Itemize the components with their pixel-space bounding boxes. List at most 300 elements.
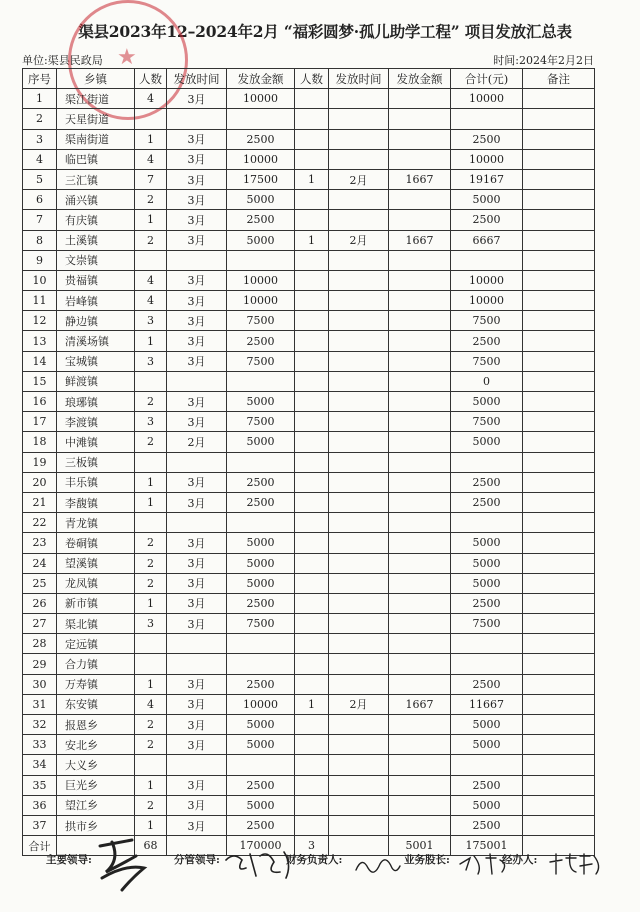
cell-township: 三板镇 — [57, 452, 135, 472]
cell-total: 5000 — [451, 533, 523, 553]
cell-count — [135, 634, 167, 654]
cell-township: 望江乡 — [57, 795, 135, 815]
cell-amount: 5000 — [227, 432, 295, 452]
cell-amount-2: 1667 — [389, 230, 451, 250]
cell-count: 2 — [135, 795, 167, 815]
cell-index: 13 — [23, 331, 57, 351]
cell-count-2: 1 — [295, 230, 329, 250]
cell-township: 清溪场镇 — [57, 331, 135, 351]
cell-count: 2 — [135, 735, 167, 755]
cell-time-2 — [329, 553, 389, 573]
total-cell-count-2: 3 — [295, 836, 329, 856]
cell-count-2 — [295, 654, 329, 674]
table-row — [23, 492, 595, 512]
cell-count: 2 — [135, 432, 167, 452]
cell-time-2 — [329, 412, 389, 432]
cell-total — [451, 654, 523, 674]
footer-handler-label: 经办人: — [502, 854, 538, 866]
cell-count: 1 — [135, 472, 167, 492]
table-row — [23, 634, 595, 654]
cell-amount: 5000 — [227, 553, 295, 573]
cell-time-2: 2月 — [329, 230, 389, 250]
cell-amount: 2500 — [227, 593, 295, 613]
cell-amount-2 — [389, 795, 451, 815]
cell-total: 2500 — [451, 472, 523, 492]
cell-count-2: 1 — [295, 169, 329, 189]
cell-township: 卷硐镇 — [57, 533, 135, 553]
cell-count-2: 1 — [295, 694, 329, 714]
cell-index: 27 — [23, 614, 57, 634]
cell-amount-2 — [389, 392, 451, 412]
cell-township: 东安镇 — [57, 694, 135, 714]
cell-township: 中滩镇 — [57, 432, 135, 452]
cell-township: 安北乡 — [57, 735, 135, 755]
total-cell-amount: 170000 — [227, 836, 295, 856]
cell-township: 琅琊镇 — [57, 392, 135, 412]
cell-township: 岩峰镇 — [57, 291, 135, 311]
cell-remark — [523, 250, 595, 270]
cell-remark — [523, 795, 595, 815]
cell-total: 11667 — [451, 694, 523, 714]
cell-amount-2 — [389, 614, 451, 634]
cell-time-2 — [329, 331, 389, 351]
cell-amount: 2500 — [227, 492, 295, 512]
cell-count-2 — [295, 432, 329, 452]
cell-time: 3月 — [167, 775, 227, 795]
cell-time — [167, 654, 227, 674]
cell-amount: 5000 — [227, 392, 295, 412]
cell-index: 35 — [23, 775, 57, 795]
cell-amount: 2500 — [227, 775, 295, 795]
cell-time — [167, 634, 227, 654]
cell-count — [135, 452, 167, 472]
cell-amount-2 — [389, 412, 451, 432]
cell-amount: 7500 — [227, 614, 295, 634]
cell-township: 李馥镇 — [57, 492, 135, 512]
cell-time-2 — [329, 815, 389, 835]
table-body — [23, 89, 595, 856]
cell-total: 5000 — [451, 432, 523, 452]
cell-time: 3月 — [167, 311, 227, 331]
cell-count-2 — [295, 533, 329, 553]
table-row — [23, 735, 595, 755]
table-row — [23, 715, 595, 735]
cell-remark — [523, 351, 595, 371]
cell-remark — [523, 573, 595, 593]
cell-amount-2 — [389, 715, 451, 735]
cell-time — [167, 513, 227, 533]
cell-time-2 — [329, 755, 389, 775]
cell-count-2 — [295, 291, 329, 311]
cell-count-2 — [295, 614, 329, 634]
cell-index: 1 — [23, 89, 57, 109]
cell-index: 16 — [23, 392, 57, 412]
cell-remark — [523, 815, 595, 835]
cell-time: 3月 — [167, 553, 227, 573]
cell-amount-2 — [389, 432, 451, 452]
signature-leader-icon — [92, 834, 162, 894]
table-row — [23, 331, 595, 351]
cell-remark — [523, 755, 595, 775]
cell-amount — [227, 109, 295, 129]
cell-index: 11 — [23, 291, 57, 311]
cell-index: 36 — [23, 795, 57, 815]
cell-amount-2 — [389, 755, 451, 775]
cell-time: 3月 — [167, 492, 227, 512]
table-row — [23, 815, 595, 835]
table-row — [23, 795, 595, 815]
cell-total: 5000 — [451, 715, 523, 735]
cell-time: 3月 — [167, 412, 227, 432]
cell-index: 26 — [23, 593, 57, 613]
table-row — [23, 270, 595, 290]
cell-time-2 — [329, 149, 389, 169]
cell-time — [167, 250, 227, 270]
cell-time-2 — [329, 472, 389, 492]
cell-index: 17 — [23, 412, 57, 432]
cell-count-2 — [295, 513, 329, 533]
cell-total — [451, 513, 523, 533]
table-row — [23, 250, 595, 270]
cell-index: 29 — [23, 654, 57, 674]
cell-total: 0 — [451, 371, 523, 391]
cell-count-2 — [295, 270, 329, 290]
cell-amount-2 — [389, 513, 451, 533]
cell-amount: 7500 — [227, 311, 295, 331]
cell-township: 巨光乡 — [57, 775, 135, 795]
cell-remark — [523, 654, 595, 674]
cell-amount-2 — [389, 129, 451, 149]
cell-amount: 17500 — [227, 169, 295, 189]
cell-time: 3月 — [167, 573, 227, 593]
cell-time-2 — [329, 573, 389, 593]
table-row — [23, 694, 595, 714]
cell-township: 有庆镇 — [57, 210, 135, 230]
cell-time: 3月 — [167, 129, 227, 149]
column-header: 发放金额 — [389, 69, 451, 89]
table-row — [23, 230, 595, 250]
cell-count-2 — [295, 331, 329, 351]
cell-index: 18 — [23, 432, 57, 452]
signature-in-charge-icon — [222, 846, 302, 886]
summary-table — [22, 68, 595, 856]
cell-time-2 — [329, 351, 389, 371]
cell-index: 3 — [23, 129, 57, 149]
cell-count: 2 — [135, 190, 167, 210]
cell-remark — [523, 634, 595, 654]
cell-amount — [227, 513, 295, 533]
table-row — [23, 190, 595, 210]
cell-index: 14 — [23, 351, 57, 371]
cell-time: 3月 — [167, 351, 227, 371]
cell-amount-2 — [389, 109, 451, 129]
cell-township: 万寿镇 — [57, 674, 135, 694]
cell-amount-2 — [389, 452, 451, 472]
cell-count: 4 — [135, 270, 167, 290]
cell-time: 3月 — [167, 795, 227, 815]
cell-total: 19167 — [451, 169, 523, 189]
table-row — [23, 371, 595, 391]
cell-township: 渠南街道 — [57, 129, 135, 149]
cell-total: 2500 — [451, 331, 523, 351]
cell-amount — [227, 634, 295, 654]
cell-time: 3月 — [167, 331, 227, 351]
cell-time — [167, 371, 227, 391]
cell-index: 21 — [23, 492, 57, 512]
cell-total — [451, 755, 523, 775]
cell-township: 李渡镇 — [57, 412, 135, 432]
cell-time-2 — [329, 89, 389, 109]
time-label: 时间:2024年2月2日 — [493, 54, 594, 67]
cell-time-2 — [329, 634, 389, 654]
cell-total: 2500 — [451, 674, 523, 694]
cell-time: 3月 — [167, 270, 227, 290]
cell-count: 1 — [135, 815, 167, 835]
cell-amount: 2500 — [227, 129, 295, 149]
cell-time: 3月 — [167, 815, 227, 835]
column-header: 人数 — [135, 69, 167, 89]
cell-remark — [523, 89, 595, 109]
cell-count-2 — [295, 392, 329, 412]
cell-remark — [523, 553, 595, 573]
cell-remark — [523, 674, 595, 694]
cell-amount-2 — [389, 492, 451, 512]
cell-index: 4 — [23, 149, 57, 169]
cell-count-2 — [295, 795, 329, 815]
cell-amount — [227, 452, 295, 472]
cell-count: 1 — [135, 674, 167, 694]
cell-index: 2 — [23, 109, 57, 129]
table-row — [23, 432, 595, 452]
cell-time-2 — [329, 129, 389, 149]
cell-remark — [523, 472, 595, 492]
table-row — [23, 129, 595, 149]
cell-remark — [523, 149, 595, 169]
cell-count-2 — [295, 755, 329, 775]
cell-count-2 — [295, 573, 329, 593]
total-cell-count: 68 — [135, 836, 167, 856]
table-row — [23, 412, 595, 432]
column-header: 备注 — [523, 69, 595, 89]
cell-amount-2: 1667 — [389, 694, 451, 714]
cell-count — [135, 250, 167, 270]
cell-count-2 — [295, 715, 329, 735]
cell-township: 涌兴镇 — [57, 190, 135, 210]
cell-count-2 — [295, 190, 329, 210]
cell-township: 临巴镇 — [57, 149, 135, 169]
cell-time: 3月 — [167, 169, 227, 189]
cell-count — [135, 513, 167, 533]
cell-remark — [523, 715, 595, 735]
cell-remark — [523, 129, 595, 149]
cell-time-2 — [329, 371, 389, 391]
cell-count-2 — [295, 553, 329, 573]
cell-time — [167, 109, 227, 129]
cell-index: 19 — [23, 452, 57, 472]
cell-remark — [523, 614, 595, 634]
cell-count: 4 — [135, 291, 167, 311]
column-header: 序号 — [23, 69, 57, 89]
cell-amount-2 — [389, 735, 451, 755]
cell-total: 7500 — [451, 351, 523, 371]
footer-leader-label: 主要领导: — [46, 854, 92, 866]
cell-amount: 10000 — [227, 270, 295, 290]
cell-count-2 — [295, 412, 329, 432]
table-row — [23, 311, 595, 331]
cell-amount-2 — [389, 815, 451, 835]
cell-time: 3月 — [167, 533, 227, 553]
table-row — [23, 291, 595, 311]
cell-time: 2月 — [167, 432, 227, 452]
cell-index: 9 — [23, 250, 57, 270]
cell-township: 丰乐镇 — [57, 472, 135, 492]
cell-count: 2 — [135, 230, 167, 250]
cell-count-2 — [295, 311, 329, 331]
cell-amount: 5000 — [227, 533, 295, 553]
cell-count-2 — [295, 250, 329, 270]
cell-time-2 — [329, 250, 389, 270]
page-title: 渠县2023年12–2024年2月 “福彩圆梦·孤儿助学工程” 项目发放汇总表 — [78, 22, 572, 41]
cell-count: 2 — [135, 392, 167, 412]
cell-amount-2 — [389, 533, 451, 553]
cell-township: 静边镇 — [57, 311, 135, 331]
cell-count-2 — [295, 89, 329, 109]
unit-label: 单位:渠县民政局 — [22, 54, 103, 67]
cell-time — [167, 452, 227, 472]
cell-index: 5 — [23, 169, 57, 189]
cell-amount-2 — [389, 190, 451, 210]
cell-remark — [523, 432, 595, 452]
table-row — [23, 149, 595, 169]
footer-in-charge-label: 分管领导: — [174, 854, 220, 866]
cell-count-2 — [295, 674, 329, 694]
cell-count: 3 — [135, 412, 167, 432]
cell-amount-2 — [389, 311, 451, 331]
signature-section-chief-icon — [456, 850, 510, 878]
cell-index: 8 — [23, 230, 57, 250]
cell-time-2 — [329, 795, 389, 815]
cell-amount-2 — [389, 89, 451, 109]
cell-count — [135, 755, 167, 775]
cell-total: 10000 — [451, 149, 523, 169]
table-row — [23, 513, 595, 533]
cell-remark — [523, 513, 595, 533]
cell-time-2 — [329, 432, 389, 452]
cell-count: 1 — [135, 492, 167, 512]
cell-remark — [523, 412, 595, 432]
cell-count-2 — [295, 371, 329, 391]
cell-total: 2500 — [451, 815, 523, 835]
cell-time: 3月 — [167, 291, 227, 311]
cell-time-2 — [329, 109, 389, 129]
cell-time: 3月 — [167, 715, 227, 735]
cell-total: 6667 — [451, 230, 523, 250]
cell-total: 2500 — [451, 129, 523, 149]
footer-section-chief-label: 业务股长: — [404, 854, 450, 866]
cell-amount — [227, 755, 295, 775]
cell-time: 3月 — [167, 149, 227, 169]
cell-remark — [523, 270, 595, 290]
cell-count — [135, 371, 167, 391]
cell-index: 37 — [23, 815, 57, 835]
cell-total: 2500 — [451, 492, 523, 512]
cell-count-2 — [295, 815, 329, 835]
cell-amount: 5000 — [227, 795, 295, 815]
cell-count-2 — [295, 149, 329, 169]
table-row — [23, 775, 595, 795]
cell-total: 7500 — [451, 311, 523, 331]
cell-total: 5000 — [451, 735, 523, 755]
cell-township: 拱市乡 — [57, 815, 135, 835]
cell-remark — [523, 311, 595, 331]
cell-time-2: 2月 — [329, 169, 389, 189]
cell-total — [451, 634, 523, 654]
cell-remark — [523, 593, 595, 613]
cell-township: 三汇镇 — [57, 169, 135, 189]
cell-total: 5000 — [451, 190, 523, 210]
cell-time-2 — [329, 392, 389, 412]
cell-amount: 2500 — [227, 331, 295, 351]
cell-remark — [523, 492, 595, 512]
cell-township: 报恩乡 — [57, 715, 135, 735]
cell-remark — [523, 169, 595, 189]
table-row — [23, 614, 595, 634]
cell-time-2 — [329, 210, 389, 230]
cell-amount: 5000 — [227, 735, 295, 755]
cell-remark — [523, 109, 595, 129]
cell-time: 3月 — [167, 614, 227, 634]
cell-count: 1 — [135, 210, 167, 230]
cell-total: 5000 — [451, 392, 523, 412]
cell-time: 3月 — [167, 593, 227, 613]
cell-amount-2 — [389, 634, 451, 654]
cell-amount: 5000 — [227, 230, 295, 250]
cell-index: 24 — [23, 553, 57, 573]
cell-township: 龙凤镇 — [57, 573, 135, 593]
cell-count-2 — [295, 634, 329, 654]
cell-amount-2 — [389, 775, 451, 795]
table-row — [23, 654, 595, 674]
cell-amount: 2500 — [227, 210, 295, 230]
table-row — [23, 452, 595, 472]
cell-amount: 10000 — [227, 694, 295, 714]
cell-time-2 — [329, 775, 389, 795]
cell-time: 3月 — [167, 210, 227, 230]
column-header: 发放金额 — [227, 69, 295, 89]
cell-count: 2 — [135, 553, 167, 573]
column-header: 发放时间 — [329, 69, 389, 89]
cell-amount-2 — [389, 654, 451, 674]
cell-amount-2 — [389, 371, 451, 391]
cell-township: 定远镇 — [57, 634, 135, 654]
cell-time-2 — [329, 715, 389, 735]
cell-index: 28 — [23, 634, 57, 654]
cell-time-2 — [329, 533, 389, 553]
cell-remark — [523, 533, 595, 553]
cell-index: 23 — [23, 533, 57, 553]
signature-handler-icon — [546, 850, 606, 880]
column-header: 乡镇 — [57, 69, 135, 89]
cell-amount: 7500 — [227, 351, 295, 371]
table-row — [23, 593, 595, 613]
cell-count: 3 — [135, 614, 167, 634]
cell-remark — [523, 291, 595, 311]
cell-count-2 — [295, 735, 329, 755]
cell-index: 10 — [23, 270, 57, 290]
table-row — [23, 755, 595, 775]
cell-count: 3 — [135, 311, 167, 331]
cell-index: 33 — [23, 735, 57, 755]
